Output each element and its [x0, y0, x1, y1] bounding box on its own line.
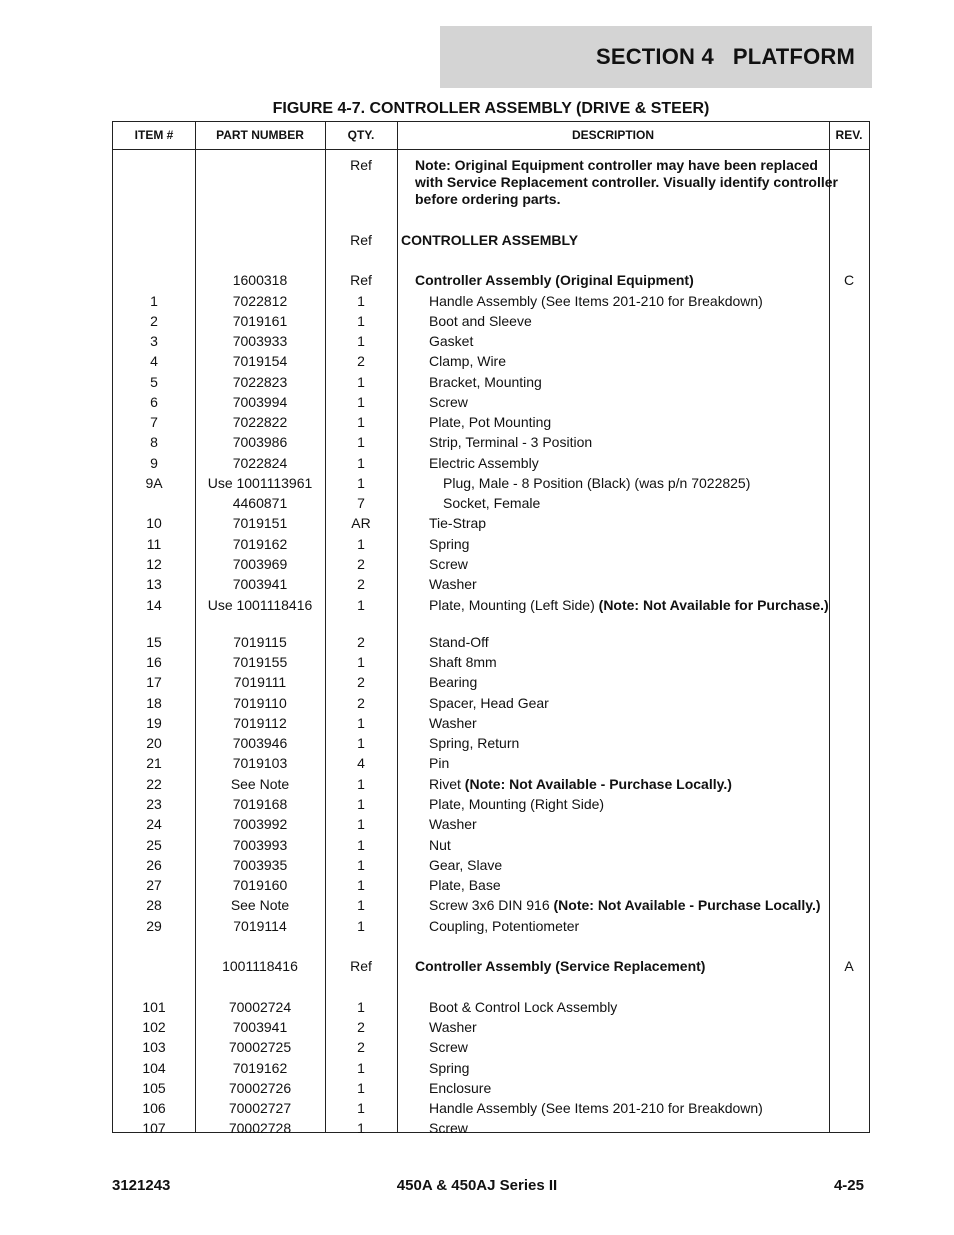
item-number-cell: 102	[142, 1019, 166, 1035]
description-cell	[397, 796, 861, 813]
description-cell	[397, 536, 861, 553]
part-number-cell: 7003993	[232, 837, 288, 853]
item-number-cell: 107	[142, 1120, 166, 1136]
item-number-cell: 103	[142, 1039, 166, 1055]
item-number-cell: 19	[146, 715, 162, 731]
quantity-cell: 2	[357, 353, 365, 369]
item-number-cell: 10	[146, 515, 162, 531]
part-number-cell: 7022812	[232, 293, 288, 309]
description-note: (Note: Not Available - Purchase Locally.)	[464, 776, 732, 792]
item-number-cell: 18	[146, 695, 162, 711]
description-cell	[397, 1100, 861, 1117]
description-text: Enclosure	[429, 1080, 492, 1096]
description-text: Stand-Off	[429, 634, 489, 650]
part-number-cell: 7003941	[232, 576, 288, 592]
quantity-cell: 1	[357, 374, 365, 390]
parts-table	[112, 121, 870, 1136]
description-cell	[397, 374, 861, 391]
item-number-cell: 22	[146, 776, 162, 792]
description-text: Socket, Female	[443, 495, 541, 511]
part-number-cell: 7019110	[233, 695, 287, 711]
quantity-cell: 7	[357, 495, 365, 511]
part-number-cell: 1600318	[232, 272, 288, 288]
description-cell	[397, 674, 861, 691]
description-text: Clamp, Wire	[429, 353, 507, 369]
quantity-cell: 1	[357, 776, 365, 792]
column-header-description: DESCRIPTION	[571, 128, 654, 142]
part-number-cell: 7019151	[232, 515, 288, 531]
part-number-cell: 70002725	[228, 1039, 292, 1055]
description-cell	[397, 232, 833, 249]
item-number-cell: 21	[146, 755, 162, 771]
description-cell	[397, 157, 847, 208]
description-cell	[397, 333, 861, 350]
description-text: Bearing	[429, 674, 478, 690]
description-cell	[397, 556, 861, 573]
quantity-cell: 1	[357, 333, 365, 349]
quantity-cell: 2	[357, 634, 365, 650]
part-number-cell: 7003994	[232, 394, 288, 410]
part-number-cell: 70002726	[228, 1080, 292, 1096]
description-cell	[397, 958, 847, 975]
quantity-cell: 1	[357, 857, 365, 873]
description-cell	[397, 455, 861, 472]
part-number-cell: 7019155	[232, 654, 288, 670]
item-number-cell: 26	[146, 857, 162, 873]
description-note: (Note: Not Available for Purchase.)	[598, 597, 829, 613]
column-header-rev: REV.	[835, 128, 863, 142]
item-number-cell: 3	[150, 333, 158, 349]
description-text: Handle Assembly (See Items 201-210 for Breakdown)	[429, 293, 763, 309]
description-cell	[397, 1019, 861, 1036]
quantity-cell: 1	[357, 796, 365, 812]
part-number-cell: 7022823	[232, 374, 288, 390]
quantity-cell: 1	[357, 654, 365, 670]
item-number-cell: 8	[150, 434, 158, 450]
part-number-cell: 7003941	[232, 1019, 288, 1035]
part-number-cell: 7019168	[232, 796, 288, 812]
description-cell	[397, 313, 861, 330]
column-header-qty: QTY.	[347, 128, 375, 142]
description-cell	[397, 293, 861, 310]
description-text: Screw	[429, 556, 468, 572]
item-number-cell: 101	[142, 999, 166, 1015]
part-number-cell: 7003946	[232, 735, 288, 751]
quantity-cell: 2	[357, 1039, 365, 1055]
item-number-cell: 25	[146, 837, 162, 853]
description-text: Handle Assembly (See Items 201-210 for Breakdown)	[429, 1100, 763, 1116]
item-number-cell: 6	[150, 394, 158, 410]
quantity-cell: 1	[357, 877, 365, 893]
quantity-cell: 1	[357, 918, 365, 934]
description-cell	[397, 918, 861, 935]
item-number-cell: 4	[150, 353, 158, 369]
description-cell	[397, 272, 847, 289]
quantity-cell: Ref	[350, 958, 372, 974]
part-number-cell: Use 1001118416	[207, 597, 313, 613]
description-cell	[397, 434, 861, 451]
description-cell	[397, 495, 875, 512]
part-number-cell: 7019162	[232, 1060, 288, 1076]
description-text: Plug, Male - 8 Position (Black) (was p/n 7022825)	[443, 475, 751, 491]
item-number-cell: 24	[146, 816, 162, 832]
description-text: Plate, Mounting (Left Side)	[429, 597, 599, 613]
quantity-cell: 1	[357, 897, 365, 913]
quantity-cell: 1	[357, 536, 365, 552]
description-text: Boot and Sleeve	[429, 313, 532, 329]
quantity-cell: 1	[357, 1080, 365, 1096]
header-divider	[113, 149, 869, 150]
description-cell	[397, 597, 861, 614]
footer-doc-number: 3121243	[112, 1177, 171, 1194]
item-number-cell: 9A	[145, 475, 163, 491]
description-cell	[397, 755, 861, 772]
description-cell	[397, 353, 861, 370]
description-text: Spacer, Head Gear	[429, 695, 549, 711]
item-number-cell: 16	[146, 654, 162, 670]
description-cell	[397, 394, 861, 411]
description-text: Washer	[429, 715, 477, 731]
description-text: Note: Original Equipment controller may have been replaced with Service Replacement controller. Visually identify controller before ordering parts.	[415, 157, 838, 207]
item-number-cell: 1	[150, 293, 158, 309]
part-number-cell: See Note	[230, 776, 290, 792]
figure-title: FIGURE 4-7. CONTROLLER ASSEMBLY (DRIVE & STEER)	[272, 100, 710, 117]
part-number-cell: 7003992	[232, 816, 288, 832]
part-number-cell: 7019115	[233, 634, 287, 650]
part-number-cell: 7019161	[232, 313, 288, 329]
description-cell	[397, 999, 861, 1016]
revision-cell: A	[844, 958, 854, 974]
quantity-cell: 2	[357, 556, 365, 572]
description-cell	[397, 1120, 861, 1137]
description-text: Boot & Control Lock Assembly	[429, 999, 618, 1015]
description-cell	[397, 816, 861, 833]
footer-model: 450A & 450AJ Series II	[396, 1177, 558, 1194]
description-cell	[397, 654, 861, 671]
part-number-cell: 1001118416	[222, 958, 298, 974]
item-number-cell: 105	[142, 1080, 166, 1096]
description-cell	[397, 735, 861, 752]
quantity-cell: 1	[357, 837, 365, 853]
quantity-cell: 2	[357, 576, 365, 592]
description-cell	[397, 776, 861, 793]
revision-cell: C	[843, 272, 855, 288]
quantity-cell: 2	[357, 674, 365, 690]
item-number-cell: 13	[146, 576, 162, 592]
description-cell	[397, 576, 861, 593]
quantity-cell: Ref	[350, 157, 372, 173]
quantity-cell: 1	[357, 735, 365, 751]
part-number-cell: 7003933	[232, 333, 288, 349]
description-text: Screw 3x6 DIN 916	[429, 897, 554, 913]
description-text: Coupling, Potentiometer	[429, 918, 580, 934]
item-number-cell: 106	[142, 1100, 166, 1116]
description-text: Washer	[429, 816, 477, 832]
description-cell	[397, 715, 861, 732]
item-number-cell: 11	[146, 536, 162, 552]
section-title: SECTION 4 PLATFORM	[595, 44, 855, 69]
quantity-cell: 1	[357, 1060, 365, 1076]
description-text: Washer	[429, 576, 477, 592]
part-number-cell: 4460871	[232, 495, 288, 511]
quantity-cell: 1	[357, 313, 365, 329]
quantity-cell: 1	[357, 475, 365, 491]
quantity-cell: 1	[357, 434, 365, 450]
part-number-cell: 7022824	[232, 455, 288, 471]
description-text: Gear, Slave	[429, 857, 503, 873]
quantity-cell: 1	[357, 1100, 365, 1116]
description-text: Shaft 8mm	[429, 654, 497, 670]
description-text: Controller Assembly (Service Replacement)	[415, 958, 706, 974]
part-number-cell: 7019112	[233, 715, 287, 731]
quantity-cell: 1	[357, 293, 365, 309]
item-number-cell: 17	[146, 674, 162, 690]
quantity-cell: 4	[357, 755, 365, 771]
description-text: Washer	[429, 1019, 477, 1035]
description-text: Rivet	[429, 776, 465, 792]
item-number-cell: 27	[146, 877, 162, 893]
description-text: Tie-Strap	[429, 515, 487, 531]
item-number-cell: 15	[146, 634, 162, 650]
description-note: (Note: Not Available - Purchase Locally.)	[553, 897, 821, 913]
quantity-cell: 2	[357, 1019, 365, 1035]
part-number-cell: See Note	[230, 897, 290, 913]
item-number-cell: 2	[150, 313, 158, 329]
description-text: Plate, Mounting (Right Side)	[429, 796, 605, 812]
quantity-cell: 1	[357, 1120, 365, 1136]
description-text: Plate, Pot Mounting	[429, 414, 552, 430]
part-number-cell: Use 1001113961	[207, 475, 313, 491]
part-number-cell: 70002724	[228, 999, 292, 1015]
description-text: Screw	[429, 394, 468, 410]
quantity-cell: Ref	[350, 272, 372, 288]
quantity-cell: 2	[357, 695, 365, 711]
description-cell	[397, 515, 861, 532]
quantity-cell: 1	[357, 999, 365, 1015]
quantity-cell: 1	[357, 715, 365, 731]
item-number-cell: 7	[150, 414, 158, 430]
part-number-cell: 70002727	[228, 1100, 292, 1116]
description-text: Pin	[429, 755, 450, 771]
section-header	[440, 26, 872, 88]
item-number-cell: 104	[142, 1060, 166, 1076]
description-text: Plate, Base	[429, 877, 501, 893]
description-cell	[397, 1080, 861, 1097]
description-text: Strip, Terminal - 3 Position	[429, 434, 593, 450]
description-text: Screw	[429, 1039, 468, 1055]
part-number-cell: 7019162	[232, 536, 288, 552]
description-cell	[397, 837, 861, 854]
part-number-cell: 7003969	[232, 556, 288, 572]
quantity-cell: 1	[357, 455, 365, 471]
description-cell	[397, 877, 861, 894]
description-text: Electric Assembly	[429, 455, 539, 471]
item-number-cell: 20	[146, 735, 162, 751]
description-cell	[397, 475, 875, 492]
footer-page-number: 4-25	[833, 1177, 864, 1194]
item-number-cell: 28	[146, 897, 162, 913]
description-cell	[397, 414, 861, 431]
description-cell	[397, 1060, 861, 1077]
item-number-cell: 12	[146, 556, 162, 572]
description-cell	[397, 857, 861, 874]
quantity-cell: AR	[351, 515, 371, 531]
description-text: Spring	[429, 1060, 470, 1076]
description-text: Controller Assembly (Original Equipment)	[415, 272, 694, 288]
part-number-cell: 7019160	[232, 877, 288, 893]
quantity-cell: 1	[357, 597, 365, 613]
description-cell	[397, 634, 861, 651]
part-number-cell: 7019111	[233, 674, 287, 690]
item-number-cell: 9	[150, 455, 158, 471]
description-text: Spring	[429, 536, 470, 552]
description-text: Nut	[429, 837, 451, 853]
quantity-cell: 1	[357, 414, 365, 430]
description-text: Screw	[429, 1120, 468, 1136]
description-text: Gasket	[429, 333, 474, 349]
quantity-cell: Ref	[350, 232, 372, 248]
quantity-cell: 1	[357, 816, 365, 832]
part-number-cell: 7019114	[233, 918, 287, 934]
column-header-part-number: PART NUMBER	[216, 128, 304, 142]
part-number-cell: 7019154	[232, 353, 288, 369]
item-number-cell: 29	[146, 918, 162, 934]
description-text: Bracket, Mounting	[429, 374, 542, 390]
part-number-cell: 7022822	[232, 414, 288, 430]
description-text: Spring, Return	[429, 735, 520, 751]
part-number-cell: 7003935	[232, 857, 288, 873]
quantity-cell: 1	[357, 394, 365, 410]
part-number-cell: 7003986	[232, 434, 288, 450]
column-header-item: ITEM #	[134, 128, 174, 142]
part-number-cell: 7019103	[232, 755, 288, 771]
part-number-cell: 70002728	[228, 1120, 292, 1136]
item-number-cell: 23	[146, 796, 162, 812]
description-cell	[397, 695, 861, 712]
item-number-cell: 5	[150, 374, 158, 390]
description-cell	[397, 1039, 861, 1056]
description-text: CONTROLLER ASSEMBLY	[401, 232, 579, 248]
item-number-cell: 14	[146, 597, 162, 613]
description-cell	[397, 897, 861, 914]
